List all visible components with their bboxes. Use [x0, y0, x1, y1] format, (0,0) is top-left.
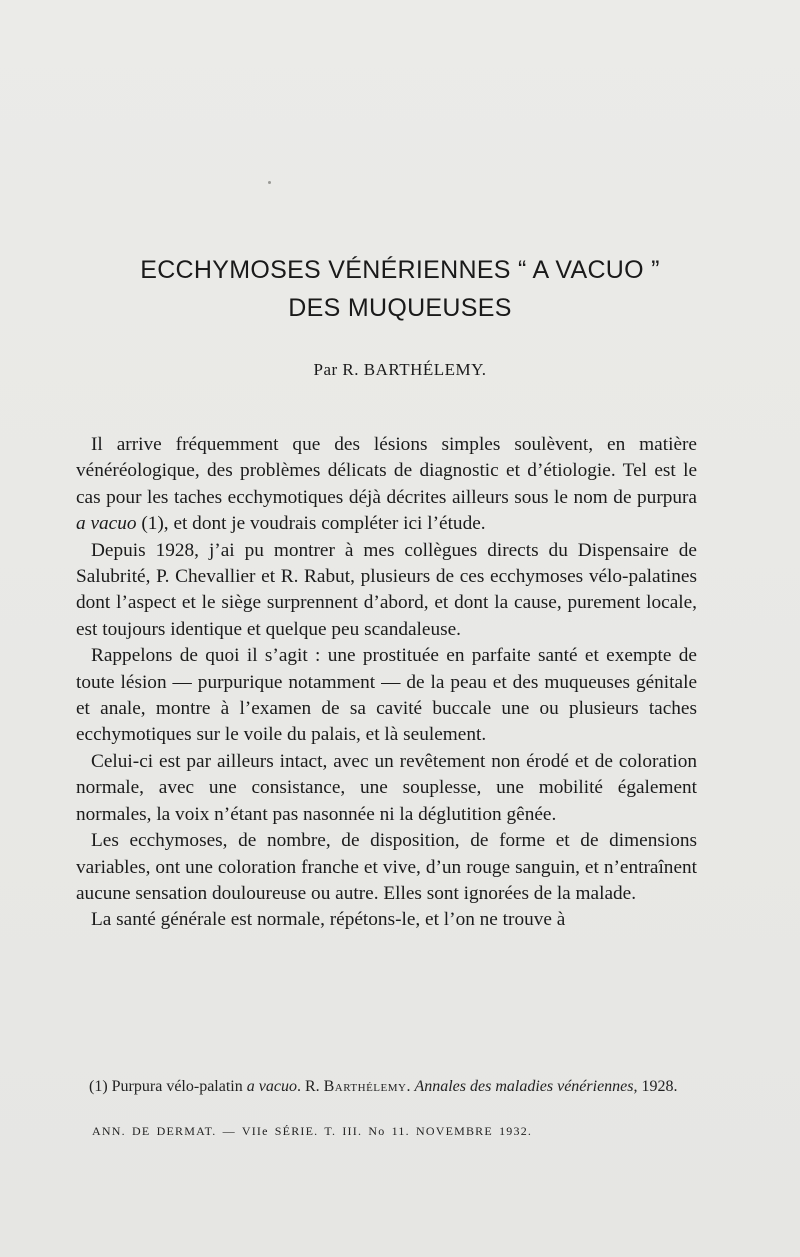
- footnote: [76, 1076, 697, 1097]
- paragraph-1-italic: a vacuo: [76, 513, 137, 535]
- article-title-line-1: ECCHYMOSES VÉNÉRIENNES “ A VACUO ”: [140, 256, 660, 284]
- article-author: Par R. BARTHÉLEMY.: [313, 360, 487, 379]
- footnote-author: Barthélemy: [323, 1078, 407, 1095]
- running-footer: ANN. DE DERMAT. — VIIe SÉRIE. T. III. No 11. NOVEMBRE 1932.: [92, 1124, 533, 1138]
- footnote-italic: a vacuo: [246, 1078, 297, 1095]
- footnote-marker: (1) Purpura vélo-palatin: [89, 1078, 247, 1095]
- footnote-sep2: .: [406, 1078, 415, 1095]
- print-speck: [268, 181, 271, 184]
- paragraph-1: [76, 432, 697, 538]
- footnote-end: , 1928.: [633, 1078, 678, 1095]
- paragraph-1-after: (1), et dont je voudrais compléter ici l’étude.: [136, 513, 486, 535]
- footnote-sep: . R.: [296, 1078, 324, 1095]
- paragraph-5: Les ecchymoses, de nombre, de disposition, de forme et de dimensions variables, ont une coloration franche et vive, d’un rouge sanguin, et n’entraînent aucune sensation douloureuse ou autre. Elles sont ignorées de la malade.: [76, 830, 697, 904]
- paragraph-3: Rappelons de quoi il s’agit : une prostituée en parfaite santé et exempte de toute lésion — purpurique notamment — de la peau et des muqueuses génitale et anale, montre à l’examen de sa cavité buccale une ou plusieurs taches ecchymotiques sur le voile du palais, et là seulement.: [76, 645, 697, 746]
- paragraph-2: Depuis 1928, j’ai pu montrer à mes collègues directs du Dispensaire de Salubrité, P. Chevallier et R. Rabut, plusieurs de ces ecchymoses vélo-palatines dont l’aspect et le siège surprennent d’abord, et dont la cause, purement locale, est toujours identique et quelque peu scandaleuse.: [76, 539, 697, 640]
- paragraph-6: La santé générale est normale, répétons-le, et l’on ne trouve à: [91, 909, 566, 931]
- article-title-line-2: DES MUQUEUSES: [288, 294, 512, 322]
- footnote-journal: Annales des maladies vénériennes: [414, 1078, 634, 1095]
- paragraph-1-before: Il arrive fréquemment que des lésions simples soulèvent, en matière vénéréologique, des problèmes délicats de diagnostic et d’étiologie. Tel est le cas pour les taches ecchymotiques déjà décrites ailleurs sous le nom de purpura: [76, 434, 697, 508]
- article-body: [76, 432, 697, 934]
- paragraph-4: Celui-ci est par ailleurs intact, avec un revêtement non érodé et de coloration normale, avec une consistance, une souplesse, une mobilité également normales, la voix n’étant pas nasonnée ni la déglutition gênée.: [76, 750, 697, 825]
